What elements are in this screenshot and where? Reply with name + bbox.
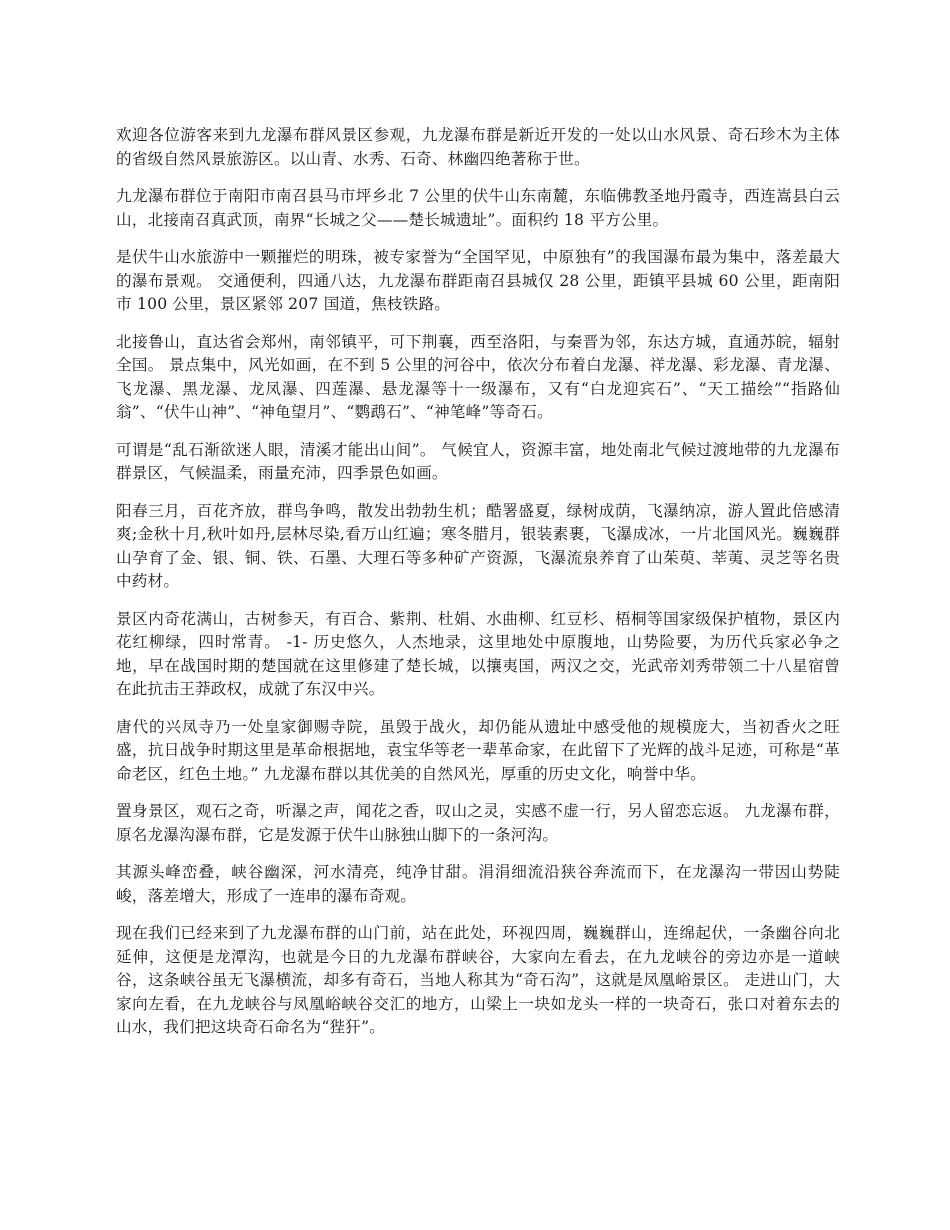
paragraph-4: 北接鲁山，直达省会郑州，南邻镇平，可下荆襄，西至洛阳，与秦晋为邻，东达方城，直通苏皖，辐射全国。 景点集中，风光如画，在不到 5 公里的河谷中，依次分布着白龙瀑、祥龙瀑、彩龙瀑、青龙瀑、飞龙瀑、黑龙瀑、龙凤瀑、四莲瀑、悬龙瀑等十一级瀑布，又有“白龙迎宾石”、“天工描绘”“指路仙翁”、“伏牛山神”、“神龟望月”、“鹦鹉石”、“神笔峰”等奇石。	[116, 332, 840, 421]
paragraph-10: 其源头峰峦叠，峡谷幽深，河水清亮，纯净甘甜。涓涓细流沿狭谷奔流而下，在龙瀑沟一带因山势陡峻，落差增大，形成了一连串的瀑布奇观。	[116, 863, 840, 905]
paragraph-2: 九龙瀑布群位于南阳市南召县马市坪乡北 7 公里的伏牛山东南麓，东临佛教圣地丹霞寺，西连嵩县白云山，北接南召真武顶，南界“长城之父——楚长城遗址”。面积约 18 平方公里。	[116, 187, 840, 229]
paragraph-7: 景区内奇花满山，古树参天，有百合、紫荆、杜娟、水曲柳、红豆杉、梧桐等国家级保护植物，景区内花红柳绿，四时常青。 -1- 历史悠久，人杰地录，这里地处中原腹地，山势险要，为历代兵家必争之地，早在战国时期的楚国就在这里修建了楚长城，以攘夷国，两汉之交，光武帝刘秀带领二十八星宿曾在此抗击王莽政权，成就了东汉中兴。	[116, 609, 840, 698]
paragraph-11: 现在我们已经来到了九龙瀑布群的山门前，站在此处，环视四周，巍巍群山，连绵起伏，一条幽谷向北延伸，这便是龙潭沟，也就是今日的九龙瀑布群峡谷，大家向左看去，在九龙峡谷的旁边亦是一道峡谷，这条峡谷虽无飞瀑横流，却多有奇石，当地人称其为“奇石沟”，这就是凤凰峪景区。 走进山门，大家向左看，在九龙峡谷与凤凰峪峡谷交汇的地方，山梁上一块如龙头一样的一块奇石，张口对着东去的山水，我们把这块奇石命名为“狴犴”。	[116, 924, 840, 1036]
document-body	[116, 124, 840, 1054]
paragraph-8: 唐代的兴凤寺乃一处皇家御赐寺院，虽毁于战火，却仍能从遗址中感受他的规模庞大，当初香火之旺盛，抗日战争时期这里是革命根据地，袁宝华等老一辈革命家，在此留下了光辉的战斗足迹，可称是“革命老区，红色土地。” 九龙瀑布群以其优美的自然风光，厚重的历史文化，响誉中华。	[116, 717, 840, 783]
paragraph-3: 是伏牛山水旅游中一颗摧烂的明珠，被专家誉为“全国罕见，中原独有”的我国瀑布最为集中，落差最大的瀑布景观。 交通便利，四通八达，九龙瀑布群距南召县城仅 28 公里，距镇平县城 60 公里，距南阳市 100 公里，景区紧邻 207 国道，焦枝铁路。	[116, 248, 840, 313]
paragraph-6: 阳春三月，百花齐放，群鸟争鸣，散发出勃勃生机；酷署盛夏，绿树成荫，飞瀑纳凉，游人置此倍感清爽;金秋十月,秋叶如丹,层林尽染,看万山红遍；寒冬腊月，银装素裹，飞瀑成冰，一片北国风光。巍巍群山孕育了金、银、铜、铁、石墨、大理石等多种矿产资源，飞瀑流泉养育了山茱萸、莘荑、灵芝等名贵中药材。	[116, 501, 840, 590]
paragraph-9: 置身景区，观石之奇，听瀑之声，闻花之香，叹山之灵，实感不虚一行，另人留恋忘返。 九龙瀑布群，原名龙瀑沟瀑布群，它是发源于伏牛山脉独山脚下的一条河沟。	[116, 802, 840, 844]
paragraph-5: 可谓是“乱石渐欲迷人眼，清溪才能出山间”。 气候宜人，资源丰富，地处南北气候过渡地带的九龙瀑布群景区，气候温柔，雨量充沛，四季景色如画。	[116, 440, 840, 482]
paragraph-1: 欢迎各位游客来到九龙瀑布群风景区参观，九龙瀑布群是新近开发的一处以山水风景、奇石珍木为主体的省级自然风景旅游区。以山青、水秀、石奇、林幽四绝著称于世。	[116, 126, 840, 168]
